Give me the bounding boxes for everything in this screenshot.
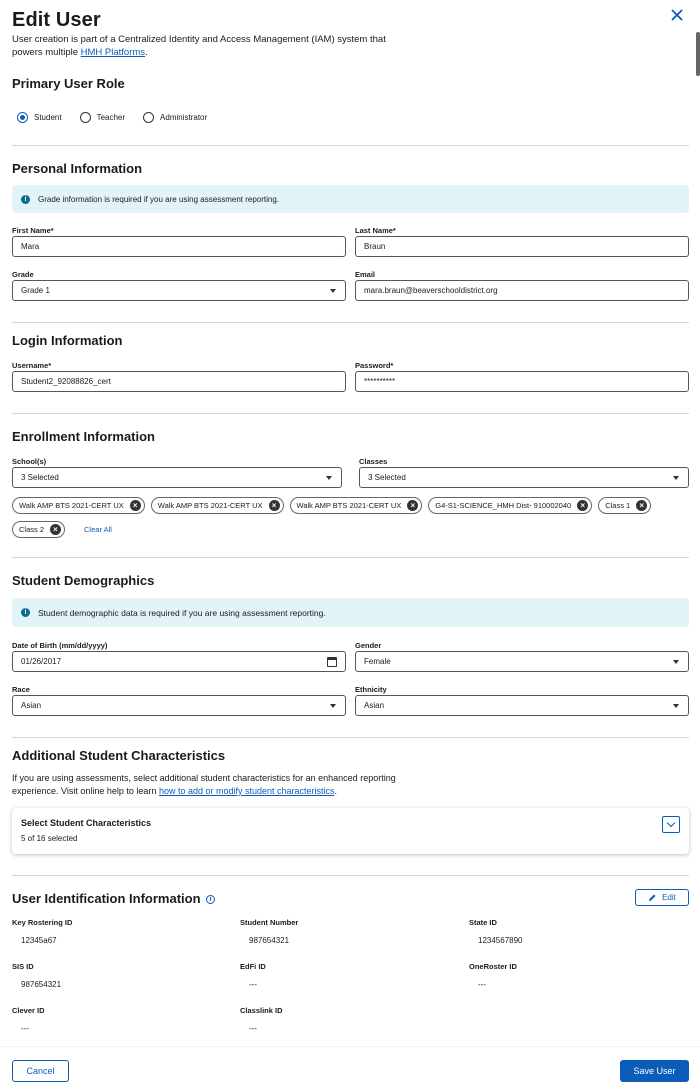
dob-label: Date of Birth (mm/dd/yyyy) (12, 641, 108, 650)
classes-select[interactable]: 3 Selected (359, 467, 689, 488)
remove-chip-icon[interactable]: × (577, 500, 588, 511)
hmh-platforms-link[interactable]: HMH Platforms (80, 47, 146, 58)
edit-ids-button[interactable]: Edit (635, 889, 689, 906)
key-rostering-id-label: Key Rostering ID (12, 918, 73, 927)
info-icon: i (21, 195, 30, 204)
username-label: Username* (12, 361, 52, 370)
page-subtitle: User creation is part of a Centralized Identity and Access Management (IAM) system that powers multiple HMH Platforms. (12, 34, 386, 58)
key-rostering-id-value: 12345a67 (21, 936, 57, 945)
clear-all-link[interactable]: Clear All (84, 525, 112, 534)
schools-label: School(s) (12, 457, 47, 466)
sis-id-label: SIS ID (12, 962, 34, 971)
characteristics-section-title: Additional Student Characteristics (12, 748, 226, 763)
demographics-section-title: Student Demographics (12, 573, 155, 588)
ethnicity-label: Ethnicity (355, 685, 387, 694)
classes-label: Classes (359, 457, 388, 466)
pencil-icon (648, 893, 657, 902)
role-radio-student[interactable]: Student (17, 112, 62, 123)
role-radio-teacher[interactable]: Teacher (80, 112, 125, 123)
divider (12, 557, 689, 558)
expand-accordion-button[interactable] (662, 816, 680, 833)
accordion-count: 5 of 16 selected (21, 834, 78, 843)
enrollment-chip: Class 1 × (598, 497, 651, 514)
enrollment-chip: Class 2 × (12, 521, 65, 538)
clever-id-label: Clever ID (12, 1006, 45, 1015)
gender-label: Gender (355, 641, 382, 650)
ethnicity-select[interactable]: Asian (355, 695, 689, 716)
race-select[interactable]: Asian (12, 695, 346, 716)
characteristics-accordion[interactable] (12, 808, 689, 854)
password-label: Password* (355, 361, 394, 370)
oneroster-id-label: OneRoster ID (469, 962, 517, 971)
email-input[interactable]: mara.braun@beaverschooldistrict.org (355, 280, 689, 301)
grade-info-banner: i Grade information is required if you are using assessment reporting. (12, 185, 689, 213)
sis-id-value: 987654321 (21, 980, 62, 989)
role-section-title: Primary User Role (12, 76, 125, 91)
username-input[interactable]: Student2_92088826_cert (12, 371, 346, 392)
schools-select[interactable]: 3 Selected (12, 467, 342, 488)
remove-chip-icon[interactable]: × (407, 500, 418, 511)
footer-divider (0, 1046, 700, 1048)
last-name-label: Last Name* (355, 226, 396, 235)
enrollment-chip: G4-S1-SCIENCE_HMH Dist- 910002040 × (428, 497, 592, 514)
personal-section-title: Personal Information (12, 161, 143, 176)
classlink-id-label: Classlink ID (240, 1006, 283, 1015)
password-input[interactable]: ********** (355, 371, 689, 392)
first-name-input[interactable]: Mara (12, 236, 346, 257)
gender-select[interactable]: Female (355, 651, 689, 672)
characteristics-description: If you are using assessments, select additional student characteristics for an enhanced reporting experience. Visit online help to learn how to add or modify student characteristics. (12, 773, 396, 796)
login-section-title: Login Information (12, 333, 123, 348)
divider (12, 875, 689, 876)
page-title: Edit User (12, 9, 101, 31)
email-label: Email (355, 270, 376, 279)
identification-section-title: User Identification Information i (12, 891, 215, 906)
radio-empty-icon (143, 112, 154, 123)
clever-id-value: --- (21, 1024, 29, 1033)
edfi-id-value: --- (249, 980, 257, 989)
divider (12, 145, 689, 146)
edfi-id-label: EdFi ID (240, 962, 266, 971)
student-number-label: Student Number (240, 918, 299, 927)
save-user-button[interactable]: Save User (620, 1060, 689, 1082)
student-number-value: 987654321 (249, 936, 290, 945)
state-id-value: 1234567890 (478, 936, 523, 945)
role-radio-group (17, 112, 207, 123)
grade-select[interactable]: Grade 1 (12, 280, 346, 301)
characteristics-help-link[interactable]: how to add or modify student characteristics (158, 786, 335, 796)
enrollment-section-title: Enrollment Information (12, 429, 155, 444)
grade-label: Grade (12, 270, 34, 279)
close-icon[interactable] (670, 8, 684, 22)
remove-chip-icon[interactable]: × (130, 500, 141, 511)
state-id-label: State ID (469, 918, 497, 927)
radio-selected-icon (17, 112, 28, 123)
info-icon: i (21, 608, 30, 617)
dob-input[interactable]: 01/26/2017 (12, 651, 346, 672)
remove-chip-icon[interactable]: × (269, 500, 280, 511)
scrollbar[interactable] (696, 32, 700, 76)
divider (12, 413, 689, 414)
info-icon[interactable]: i (206, 895, 215, 904)
oneroster-id-value: --- (478, 980, 486, 989)
race-label: Race (12, 685, 30, 694)
remove-chip-icon[interactable]: × (50, 524, 61, 535)
enrollment-chip: Walk AMP BTS 2021-CERT UX × (151, 497, 284, 514)
enrollment-chip: Walk AMP BTS 2021-CERT UX × (12, 497, 145, 514)
enrollment-chip: Walk AMP BTS 2021-CERT UX × (290, 497, 423, 514)
divider (12, 322, 689, 323)
cancel-button[interactable]: Cancel (12, 1060, 69, 1082)
role-radio-administrator[interactable]: Administrator (143, 112, 207, 123)
last-name-input[interactable]: Braun (355, 236, 689, 257)
divider (12, 737, 689, 738)
chevron-down-icon (667, 819, 675, 827)
accordion-title: Select Student Characteristics (21, 818, 152, 828)
remove-chip-icon[interactable]: × (636, 500, 647, 511)
calendar-icon[interactable] (327, 657, 337, 667)
first-name-label: First Name* (12, 226, 54, 235)
classlink-id-value: --- (249, 1024, 257, 1033)
demographics-info-banner: i Student demographic data is required if you are using assessment reporting. (12, 598, 689, 627)
radio-empty-icon (80, 112, 91, 123)
selected-chips (12, 497, 689, 538)
